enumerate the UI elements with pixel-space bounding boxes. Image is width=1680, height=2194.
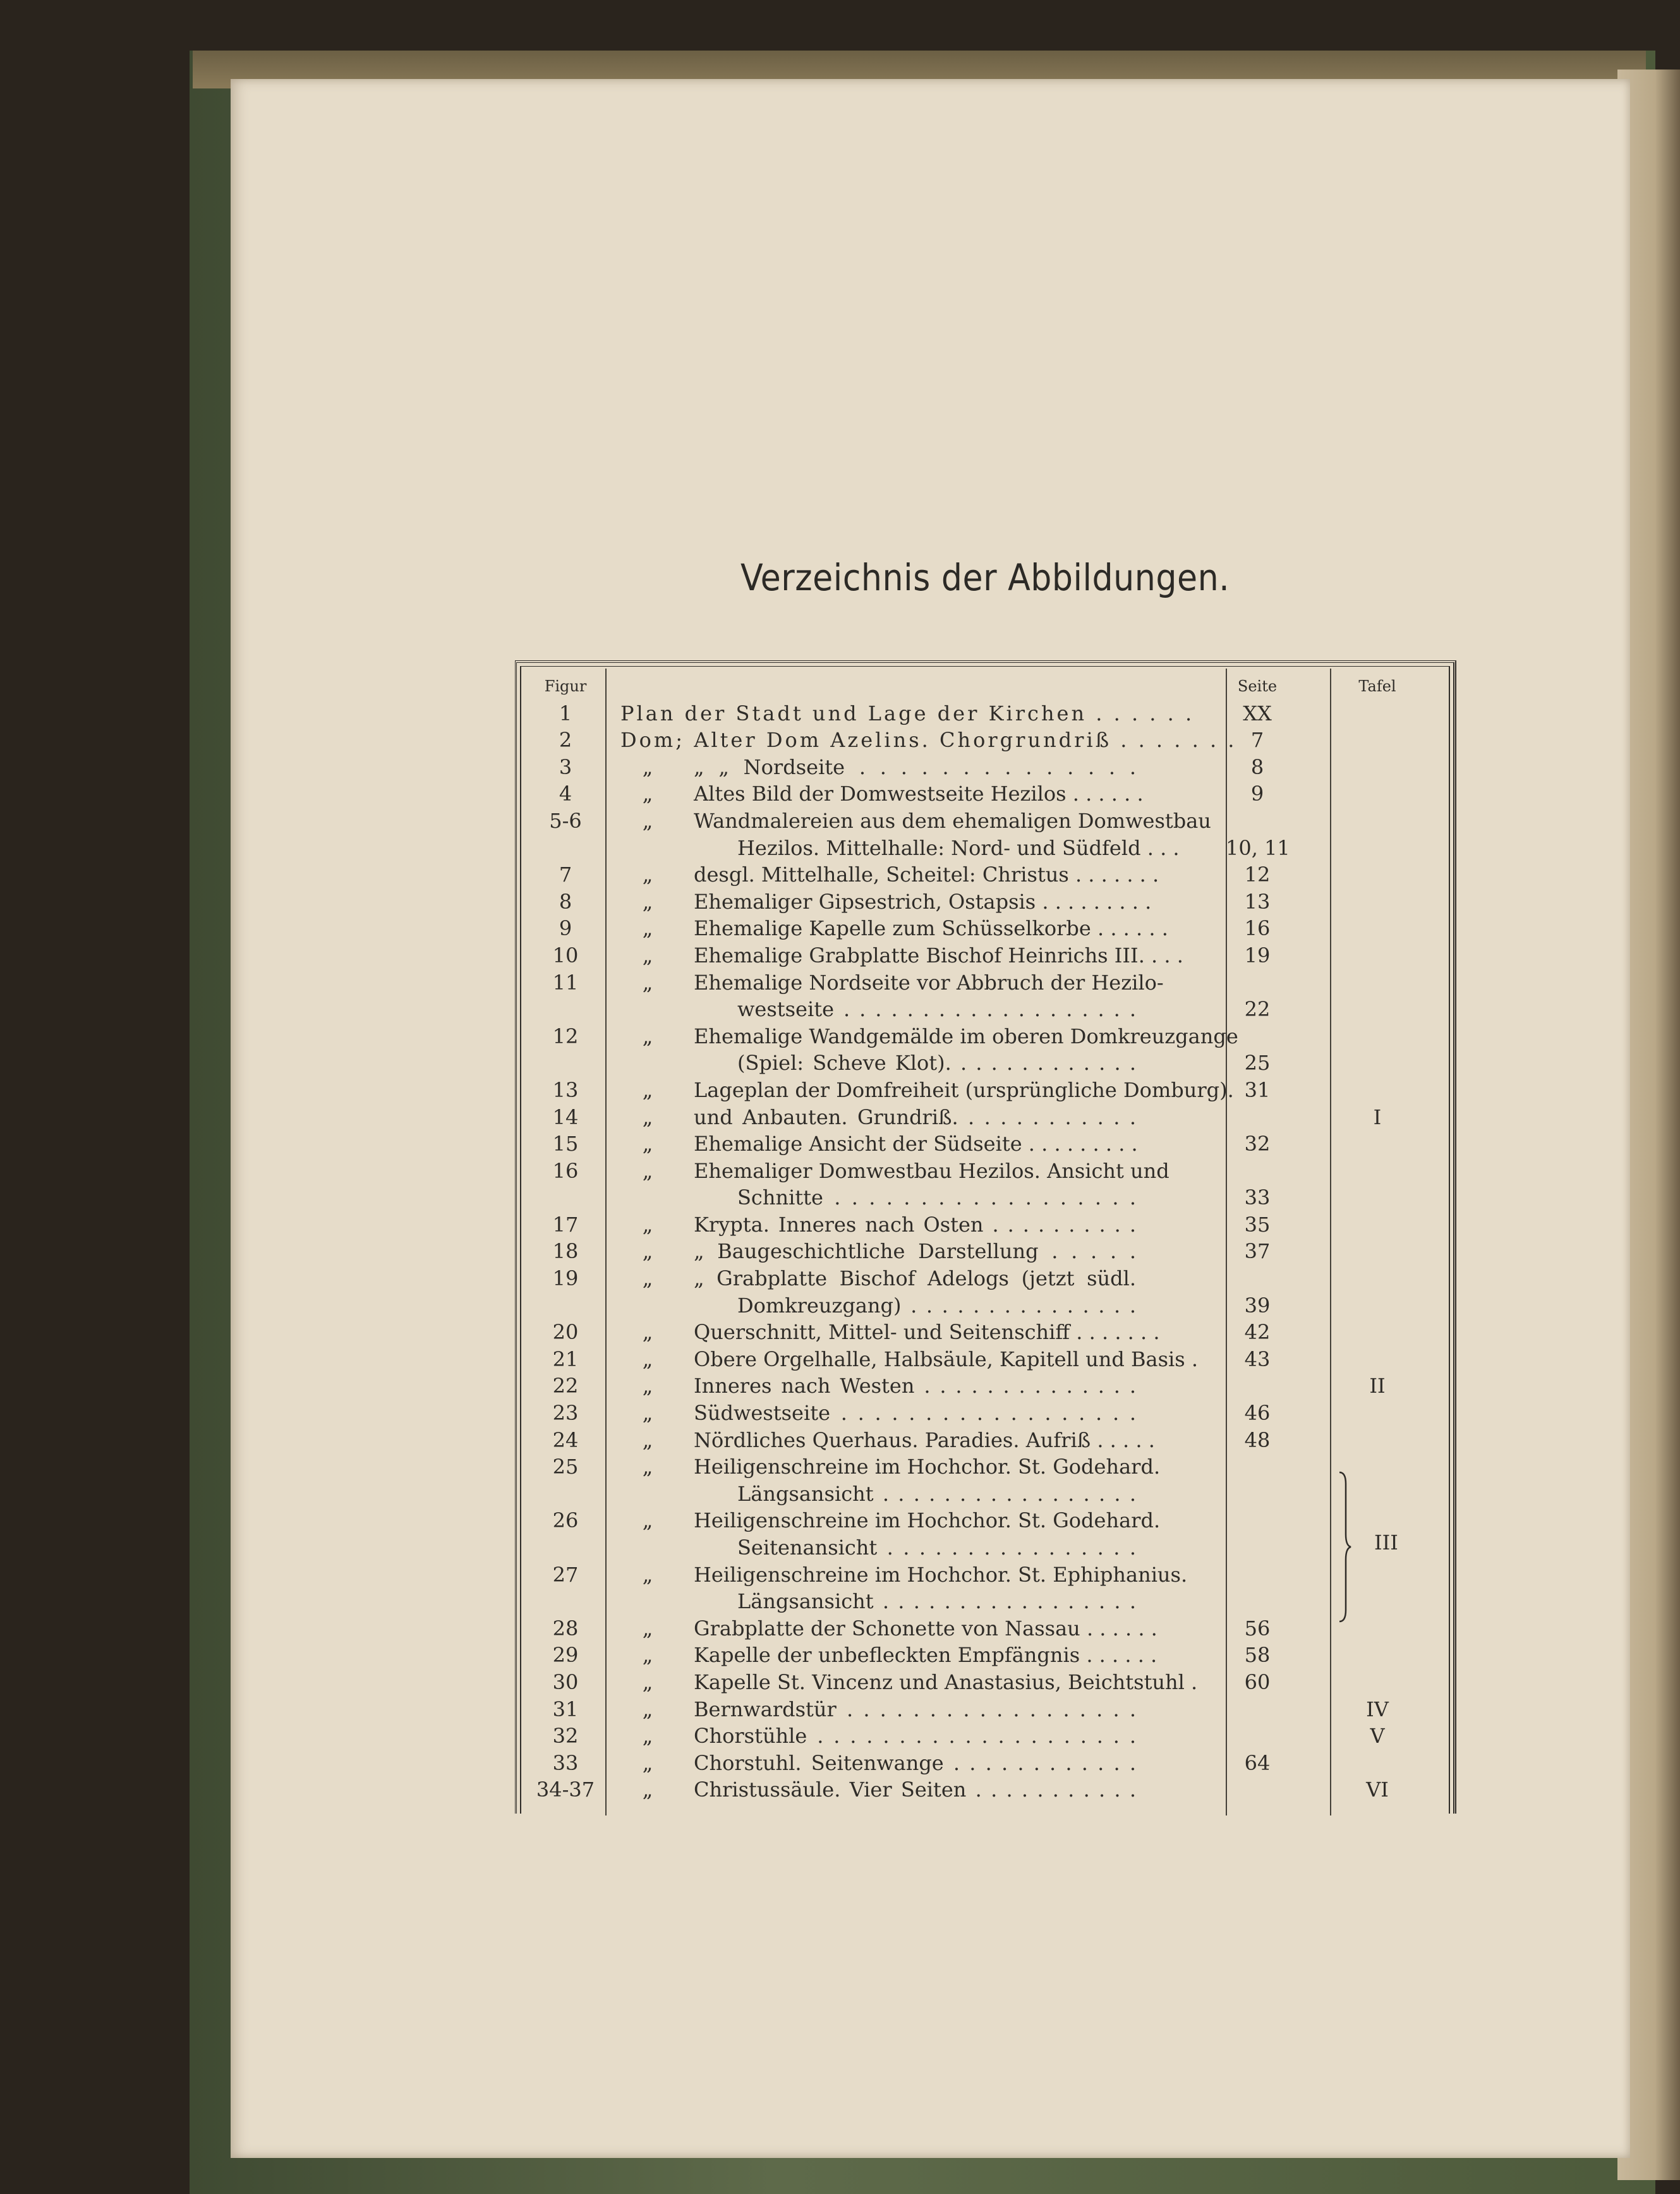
figure-title: Heiligenschreine im Hochchor. St. Godehard. [694,1455,1161,1479]
page-number: 8 [1250,755,1264,779]
figure-number: 32 [552,1724,579,1749]
ditto-mark: „ [642,1266,653,1291]
table-row [524,996,1447,1023]
figure-title: Heiligenschreine im Hochchor. St. Ephiphanius. [694,1562,1188,1587]
plate-number: II [1369,1374,1386,1398]
figure-number: 18 [552,1239,579,1264]
table-row [524,1158,1447,1185]
figure-title: „ „ Nordseite . . . . . . . . . . . . . . [694,755,1136,779]
page-number: 13 [1244,889,1271,914]
figure-number: 20 [552,1320,579,1345]
figure-number: 24 [552,1427,579,1452]
header-tafel: Tafel [1358,677,1396,695]
figure-title: Obere Orgelhalle, Halbsäule, Kapitell und Basis . [694,1347,1199,1371]
tafel-iii-label: III [1374,1530,1398,1555]
ditto-mark: „ [642,755,653,779]
table-row [524,1400,1447,1427]
table-row [524,1265,1447,1292]
page-number: 32 [1244,1132,1271,1156]
figure-title: Nördliches Querhaus. Paradies. Aufriß . . . . . [694,1427,1155,1452]
table-row [524,700,1447,727]
figure-number: 1 [559,701,572,725]
table-row [524,1319,1447,1346]
table-row [524,808,1447,835]
table-header [524,673,1447,700]
plate-number: VI [1366,1778,1389,1802]
page-number: 46 [1244,1401,1271,1426]
figure-number: 8 [559,889,572,914]
figure-title: westseite . . . . . . . . . . . . . . . . . . . [737,997,1136,1022]
plate-number: I [1373,1105,1382,1129]
page-number: 31 [1244,1077,1271,1102]
table-row [524,1346,1447,1373]
figure-title: „ Baugeschichtliche Darstellung . . . . . [694,1239,1136,1264]
figure-title: Krypta. Inneres nach Osten . . . . . . . . . . [694,1212,1136,1237]
page-number: 16 [1244,916,1271,941]
curly-brace-icon [1338,1471,1352,1623]
figure-number: 17 [552,1212,579,1237]
table-body [524,700,1447,1803]
figure-title: Längsansicht . . . . . . . . . . . . . . . . . [737,1589,1136,1614]
ditto-mark: „ [642,943,653,967]
header-seite: Seite [1237,677,1278,695]
figure-title: Plan der Stadt und Lage der Kirchen . . . . . . [620,701,1195,725]
ditto-mark: „ [642,808,653,833]
page-number: 33 [1244,1185,1271,1210]
table-row [524,1077,1447,1104]
figure-title: Schnitte . . . . . . . . . . . . . . . . . . [737,1185,1136,1210]
ditto-mark: „ [642,782,653,806]
figure-title: und Anbauten. Grundriß. . . . . . . . . . . . [694,1105,1136,1129]
figure-title: Inneres nach Westen . . . . . . . . . . . . . . [694,1374,1136,1398]
figure-title: Dom; Alter Dom Azelins. Chorgrundriß . . . . . . . [620,728,1237,753]
table-row [524,780,1447,808]
ditto-mark: „ [642,1616,653,1640]
table-row [524,727,1447,754]
figure-title: Kapelle St. Vincenz und Anastasius, Beichtstuhl . [694,1670,1198,1694]
table-row [524,1507,1447,1534]
page-number: 39 [1244,1293,1271,1318]
figure-title: Heiligenschreine im Hochchor. St. Godehard. [694,1508,1161,1533]
table-row [524,1642,1447,1669]
page-number: 64 [1244,1750,1271,1775]
figure-title: Bernwardstür . . . . . . . . . . . . . . . . . . [694,1697,1136,1721]
ditto-mark: „ [642,1778,653,1802]
figure-title: Ehemalige Ansicht der Südseite . . . . . . . . . [694,1132,1138,1156]
table-row [524,1023,1447,1050]
figure-title: Hezilos. Mittelhalle: Nord- und Südfeld . . . [737,835,1180,860]
table-row [524,1292,1447,1319]
figure-number: 15 [552,1132,579,1156]
page-number: 43 [1244,1347,1271,1371]
figure-title: Lageplan der Domfreiheit (ursprüngliche Domburg). [694,1077,1234,1102]
table-row [524,1238,1447,1265]
figure-title: Chorstuhl. Seitenwange . . . . . . . . . . . . [694,1750,1136,1775]
table-row [524,861,1447,888]
table-row [524,1373,1447,1400]
table-row [524,1104,1447,1131]
table-row [524,915,1447,942]
table-row [524,1588,1447,1615]
figure-number: 10 [552,943,579,967]
table-row [524,1211,1447,1239]
page-number: 42 [1244,1320,1271,1345]
ditto-mark: „ [642,1347,653,1371]
figure-title: Ehemaliger Gipsestrich, Ostapsis . . . . . . . . . [694,889,1152,914]
table-row [524,1615,1447,1642]
ditto-mark: „ [642,1024,653,1048]
figure-title: desgl. Mittelhalle, Scheitel: Christus . . . . . . . [694,863,1159,887]
figure-title: Ehemaliger Domwestbau Hezilos. Ansicht und [694,1158,1169,1183]
table-row [524,1453,1447,1481]
table-row [524,942,1447,969]
figure-title: Querschnitt, Mittel- und Seitenschiff . . . . . . . [694,1320,1160,1345]
ditto-mark: „ [642,863,653,887]
figure-title: „ Grabplatte Bischof Adelogs (jetzt südl. [694,1266,1136,1291]
page-number: 12 [1244,863,1271,887]
table-row [524,754,1447,781]
ditto-mark: „ [642,1670,653,1694]
page-number: 37 [1244,1239,1271,1264]
figure-number: 29 [552,1643,579,1668]
ditto-mark: „ [642,970,653,995]
figure-number: 23 [552,1401,579,1426]
ditto-mark: „ [642,1562,653,1587]
ditto-mark: „ [642,1374,653,1398]
page-number: 25 [1244,1051,1271,1076]
table-row [524,1050,1447,1077]
ditto-mark: „ [642,1212,653,1237]
table-row [524,1481,1447,1508]
figure-title: Grabplatte der Schonette von Nassau . . . . . . [694,1616,1157,1640]
figure-title: Längsansicht . . . . . . . . . . . . . . . . . [737,1481,1136,1506]
header-figur: Figur [544,677,587,695]
ditto-mark: „ [642,1427,653,1452]
ditto-mark: „ [642,1508,653,1533]
page-number: XX [1243,701,1272,725]
figure-number: 31 [552,1697,579,1721]
table-row [524,1561,1447,1589]
ditto-mark: „ [642,1132,653,1156]
figure-number: 16 [552,1158,579,1183]
figure-number: 21 [552,1347,579,1371]
figure-number: 30 [552,1670,579,1694]
plate-number: V [1370,1724,1385,1749]
page-number: 60 [1244,1670,1271,1694]
figure-number: 27 [552,1562,579,1587]
figure-title: Ehemalige Nordseite vor Abbruch der Hezilo- [694,970,1164,995]
figure-title: Ehemalige Wandgemälde im oberen Domkreuzgange [694,1024,1238,1048]
figure-number: 34-37 [536,1778,595,1802]
figure-number: 12 [552,1024,579,1048]
ditto-mark: „ [642,1455,653,1479]
table-row [524,1534,1447,1561]
ditto-mark: „ [642,1158,653,1183]
page-number: 56 [1244,1616,1271,1640]
figure-number: 13 [552,1077,579,1102]
figure-title: Altes Bild der Domwestseite Hezilos . . . . . . [694,782,1144,806]
figure-title: Ehemalige Kapelle zum Schüsselkorbe . . . . . . [694,916,1168,941]
page-number: 48 [1244,1427,1271,1452]
ditto-mark: „ [642,1320,653,1345]
figure-title: Südwestseite . . . . . . . . . . . . . . . . . . [694,1401,1136,1426]
ditto-mark: „ [642,1750,653,1775]
page-number: 22 [1244,997,1271,1022]
table-row [524,835,1447,862]
table-row [524,888,1447,916]
table-row [524,1130,1447,1158]
figure-title: Domkreuzgang) . . . . . . . . . . . . . . . [737,1293,1136,1318]
figure-number: 26 [552,1508,579,1533]
figure-title: Seitenansicht . . . . . . . . . . . . . . . . [737,1536,1136,1560]
figure-number: 3 [559,755,572,779]
ditto-mark: „ [642,1077,653,1102]
ditto-mark: „ [642,1401,653,1426]
figure-number: 2 [559,728,572,753]
figures-table [524,673,1447,1803]
table-row [524,1427,1447,1454]
table-row [524,1723,1447,1750]
page-number: 9 [1250,782,1264,806]
figure-title: Ehemalige Grabplatte Bischof Heinrichs III. . . . [694,943,1183,967]
table-row [524,1776,1447,1803]
page-number: 58 [1244,1643,1271,1668]
plate-number: IV [1366,1697,1389,1721]
figure-title: Chorstühle . . . . . . . . . . . . . . . . . . . . [694,1724,1136,1749]
ditto-mark: „ [642,916,653,941]
figure-number: 33 [552,1750,579,1775]
table-row [524,969,1447,997]
ditto-mark: „ [642,1105,653,1129]
table-row [524,1184,1447,1211]
ditto-mark: „ [642,1724,653,1749]
figure-title: (Spiel: Scheve Klot). . . . . . . . . . . . . [737,1051,1136,1076]
ditto-mark: „ [642,889,653,914]
figure-number: 7 [559,863,572,887]
figure-title: Christussäule. Vier Seiten . . . . . . . . . . . [694,1778,1136,1802]
figure-number: 22 [552,1374,579,1398]
table-row [524,1750,1447,1777]
page-number: 35 [1244,1212,1271,1237]
page-number: 7 [1250,728,1264,753]
page-title: Verzeichnis der Abbildungen. [740,556,1230,599]
figure-number: 14 [552,1105,579,1129]
figure-number: 4 [559,782,572,806]
page-number: 10, 11 [1226,835,1290,860]
figure-number: 11 [552,970,579,995]
figure-title: Kapelle der unbefleckten Empfängnis . . . . . . [694,1643,1157,1668]
figure-number: 9 [559,916,572,941]
figure-number: 19 [552,1266,579,1291]
ditto-mark: „ [642,1697,653,1721]
table-row [524,1696,1447,1723]
figure-number: 28 [552,1616,579,1640]
table-row [524,1669,1447,1696]
figure-number: 25 [552,1455,579,1479]
figure-title: Wandmalereien aus dem ehemaligen Domwestbau [694,808,1211,833]
figure-number: 5-6 [549,808,582,833]
page-number: 19 [1244,943,1271,967]
ditto-mark: „ [642,1239,653,1264]
ditto-mark: „ [642,1643,653,1668]
